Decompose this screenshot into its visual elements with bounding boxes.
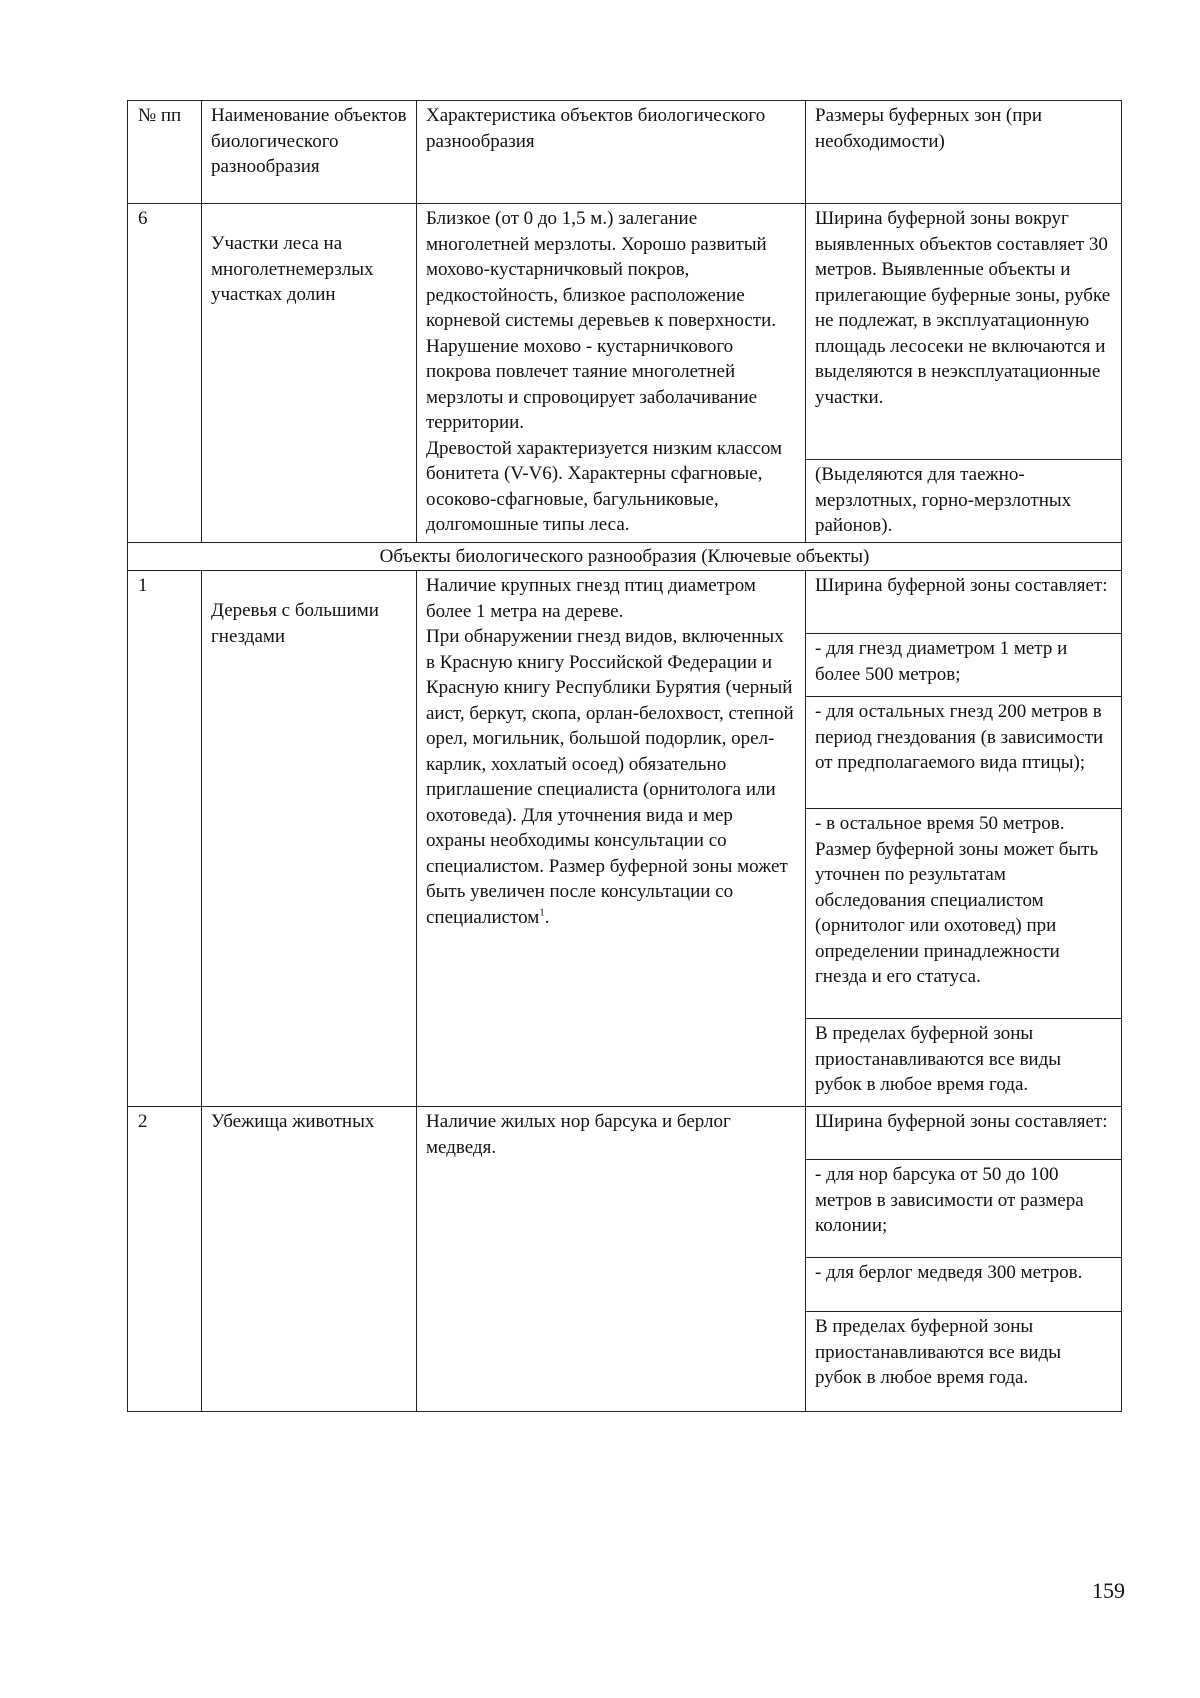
section-row	[128, 542, 1122, 571]
row6-name: Участки леса на многолетнемерзлых участках долин	[211, 233, 374, 305]
row1-buffer-1: Ширина буферной зоны составляет:	[806, 571, 1121, 634]
row1-buffer-5: В пределах буферной зоны приостанавливаются все виды рубок в любое время года.	[815, 1023, 1062, 1095]
header-row	[128, 101, 1122, 204]
row2-characteristic: Наличие жилых нор барсука и берлог медведя.	[417, 1107, 806, 1412]
row2-number: 2	[128, 1107, 202, 1412]
row6-buffer-1: Ширина буферной зоны вокруг выявленных объектов составляет 30 метров. Выявленные объекты и прилегающие буферные зоны, рубке не подлежат, в эксплуатационную площадь лесосеки не включаются и выделяются в неэксплуатационные участки.	[806, 204, 1121, 460]
row1-buffer-2: - для гнезд диаметром 1 метр и более 500 метров;	[806, 634, 1121, 697]
row1-characteristic-1: Наличие крупных гнезд птиц диаметром более 1 метра на дереве.	[426, 575, 756, 622]
row6-characteristic-1: Близкое (от 0 до 1,5 м.) залегание многолетней мерзлоты. Хорошо развитый мохово-кустарничковый покров, редкостойность, близкое расположение корневой системы деревьев к поверхности. Нарушение мохово - кустарничкового покрова повлечет таяние многолетней мерзлоты и спровоцирует заболачивание территории.	[426, 208, 776, 433]
table-row	[128, 204, 1122, 543]
row1-characteristic-2: При обнаружении гнезд видов, включенных в Красную книгу Российской Федерации и Красную книгу Республики Бурятия (черный аист, беркут, скопа, орлан-белохвост, степной орел, могильник, большой подорлик, орел-карлик, хохлатый осоед) обязательно приглашение специалиста (орнитолога или охотоведа). Для уточнения вида и мер охраны необходимы консультации со специалистом. Размер буферной зоны может быть увеличен после консультации со специалистом	[426, 626, 794, 928]
row6-buffer-2: (Выделяются для таежно-мерзлотных, горно-мерзлотных районов).	[815, 464, 1072, 536]
row2-name: Убежища животных	[202, 1107, 417, 1412]
row2-buffer-2: - для нор барсука от 50 до 100 метров в зависимости от размера колонии;	[806, 1160, 1121, 1258]
row6-characteristic-2: Древостой характеризуется низким классом бонитета (V-V6). Характерны сфагновые, осоково-сфагновые, багульниковые, долгомошные типы леса.	[426, 437, 783, 535]
biodiversity-table	[127, 100, 1122, 1412]
row6-buffer-cell	[806, 204, 1122, 543]
header-number: № пп	[128, 101, 202, 204]
row2-buffer-1: Ширина буферной зоны составляет:	[806, 1107, 1121, 1160]
row1-characteristic-2-wrap	[426, 624, 796, 930]
row1-buffer-4: - в остальное время 50 метров. Размер буферной зоны может быть уточнен по результатам обследования специалистом (орнитолог или охотовед) при определении принадлежности гнезда и его статуса.	[806, 809, 1121, 1019]
row2-buffer-cell	[806, 1107, 1122, 1412]
row2-buffer-3: - для берлог медведя 300 метров.	[806, 1258, 1121, 1312]
row1-number: 1	[128, 571, 202, 1107]
table-row	[128, 1107, 1122, 1412]
row1-name-cell	[202, 571, 417, 1107]
row6-characteristic-cell	[417, 204, 806, 543]
header-buffer: Размеры буферных зон (при необходимости)	[806, 101, 1122, 204]
footnote-mark: 1	[539, 906, 545, 919]
row6-number: 6	[128, 204, 202, 543]
table-row	[128, 571, 1122, 1107]
page-number: 159	[1092, 1578, 1125, 1603]
row1-name: Деревья с большими гнездами	[211, 600, 379, 647]
row2-buffer-4: В пределах буферной зоны приостанавливаются все виды рубок в любое время года.	[815, 1316, 1062, 1388]
row1-characteristic-cell	[417, 571, 806, 1107]
section-title: Объекты биологического разнообразия (Ключевые объекты)	[128, 542, 1122, 571]
header-name: Наименование объектов биологического разнообразия	[202, 101, 417, 204]
row1-buffer-cell	[806, 571, 1122, 1107]
row1-buffer-3: - для остальных гнезд 200 метров в период гнездования (в зависимости от предполагаемого вида птицы);	[806, 697, 1121, 809]
row6-name-cell	[202, 204, 417, 543]
header-characteristic: Характеристика объектов биологического разнообразия	[417, 101, 806, 204]
row1-characteristic-end: .	[544, 906, 550, 928]
